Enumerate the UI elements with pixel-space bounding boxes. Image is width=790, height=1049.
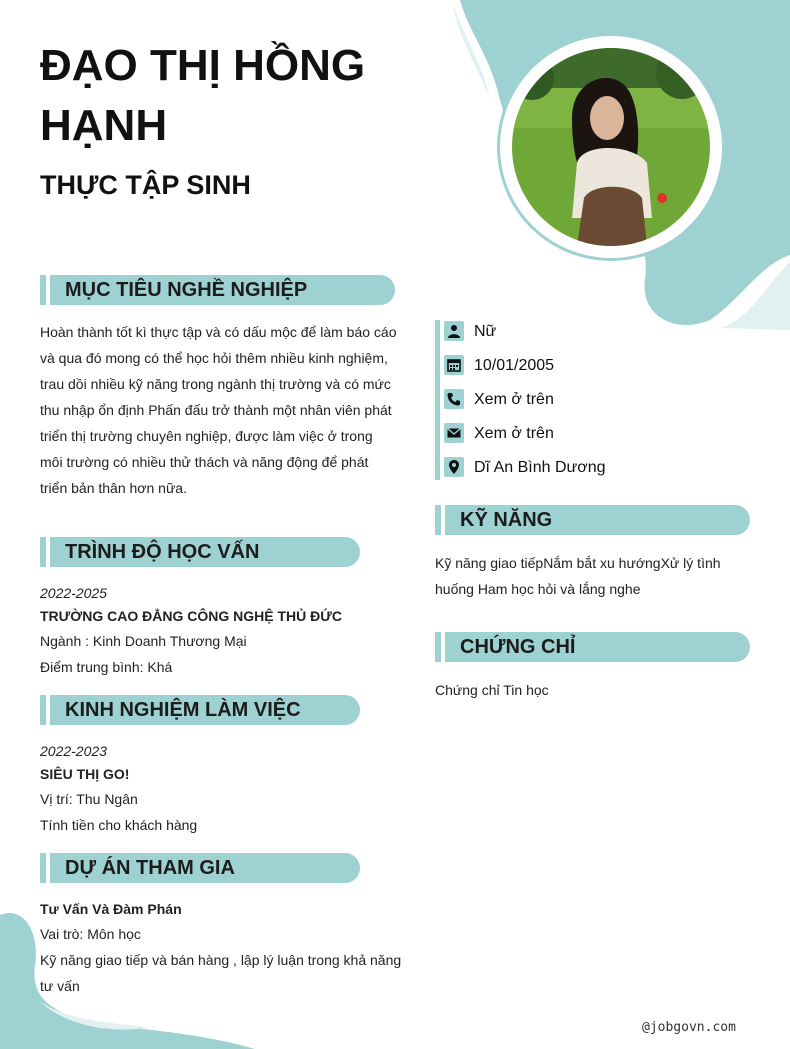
phone-value: Xem ở trên [474,391,554,408]
education-gpa: Điểm trung bình: Khá [40,659,173,675]
experience-period: 2022-2023 [40,743,107,759]
project-role: Vai trò: Môn học [40,926,141,942]
certificates-heading: CHỨNG CHỈ [460,636,576,658]
education-heading: TRÌNH ĐỘ HỌC VẤN [65,541,260,563]
job-title: THỰC TẬP SINH [40,170,251,200]
objective-text: Hoàn thành tốt kì thực tập và có dấu mộc để làm báo cáo và qua đó mong có thể học hỏi thêm nhiều kinh nghiệm, trau dồi nhiều kỹ năng trong ngành thị trường và có mức thu nhập ổn định Phấn đấu trở thành một nhân viên phát triển thị trường chuyên nghiệp, được làm việc ở trong môi trường có nhiều thử thách và năng động để phát triển bản thân hơn nữa. [40,324,397,496]
calendar-icon [444,355,464,375]
section-experience [40,695,360,725]
skills-heading: KỸ NĂNG [460,509,553,531]
info-divider [435,320,440,480]
skills-text: Kỹ năng giao tiếpNắm bắt xu hướngXử lý tình huống Ham học hỏi và lắng nghe [435,555,721,597]
experience-heading: KINH NGHIỆM LÀM VIỆC [65,699,301,721]
projects-heading: DỰ ÁN THAM GIA [65,857,235,879]
objective-heading: MỤC TIÊU NGHỀ NGHIỆP [65,279,308,301]
education-major: Ngành : Kinh Doanh Thương Mại [40,633,247,649]
project-name: Tư Vấn Và Đàm Phán [40,901,182,917]
avatar [512,48,710,246]
email-value: Xem ở trên [474,425,554,442]
section-education [40,537,360,567]
experience-position: Vị trí: Thu Ngân [40,791,138,807]
address-value: Dĩ An Bình Dương [474,459,606,476]
avatar-photo [512,48,710,246]
certificates-text: Chứng chỉ Tin học [435,682,549,698]
education-period: 2022-2025 [40,585,107,601]
education-school: TRƯỜNG CAO ĐẲNG CÔNG NGHỆ THỦ ĐỨC [40,608,342,624]
birthday-value: 10/01/2005 [474,357,555,374]
mail-icon [444,423,464,443]
candidate-name: ĐẠO THỊ HỒNG HẠNH [40,41,366,150]
location-pin-icon [444,457,464,477]
project-description: Kỹ năng giao tiếp và bán hàng , lập lý luận trong khả năng tư vấn [40,952,402,994]
gender-value: Nữ [474,323,497,340]
footer-watermark[interactable]: @jobgovn.com [642,1020,736,1035]
section-projects [40,853,360,883]
phone-icon [444,389,464,409]
experience-task: Tính tiền cho khách hàng [40,817,198,833]
section-objective [40,275,395,305]
person-icon [444,321,464,341]
experience-company: SIÊU THỊ GO! [40,766,130,782]
section-certificates [435,632,750,662]
section-skills [435,505,750,535]
